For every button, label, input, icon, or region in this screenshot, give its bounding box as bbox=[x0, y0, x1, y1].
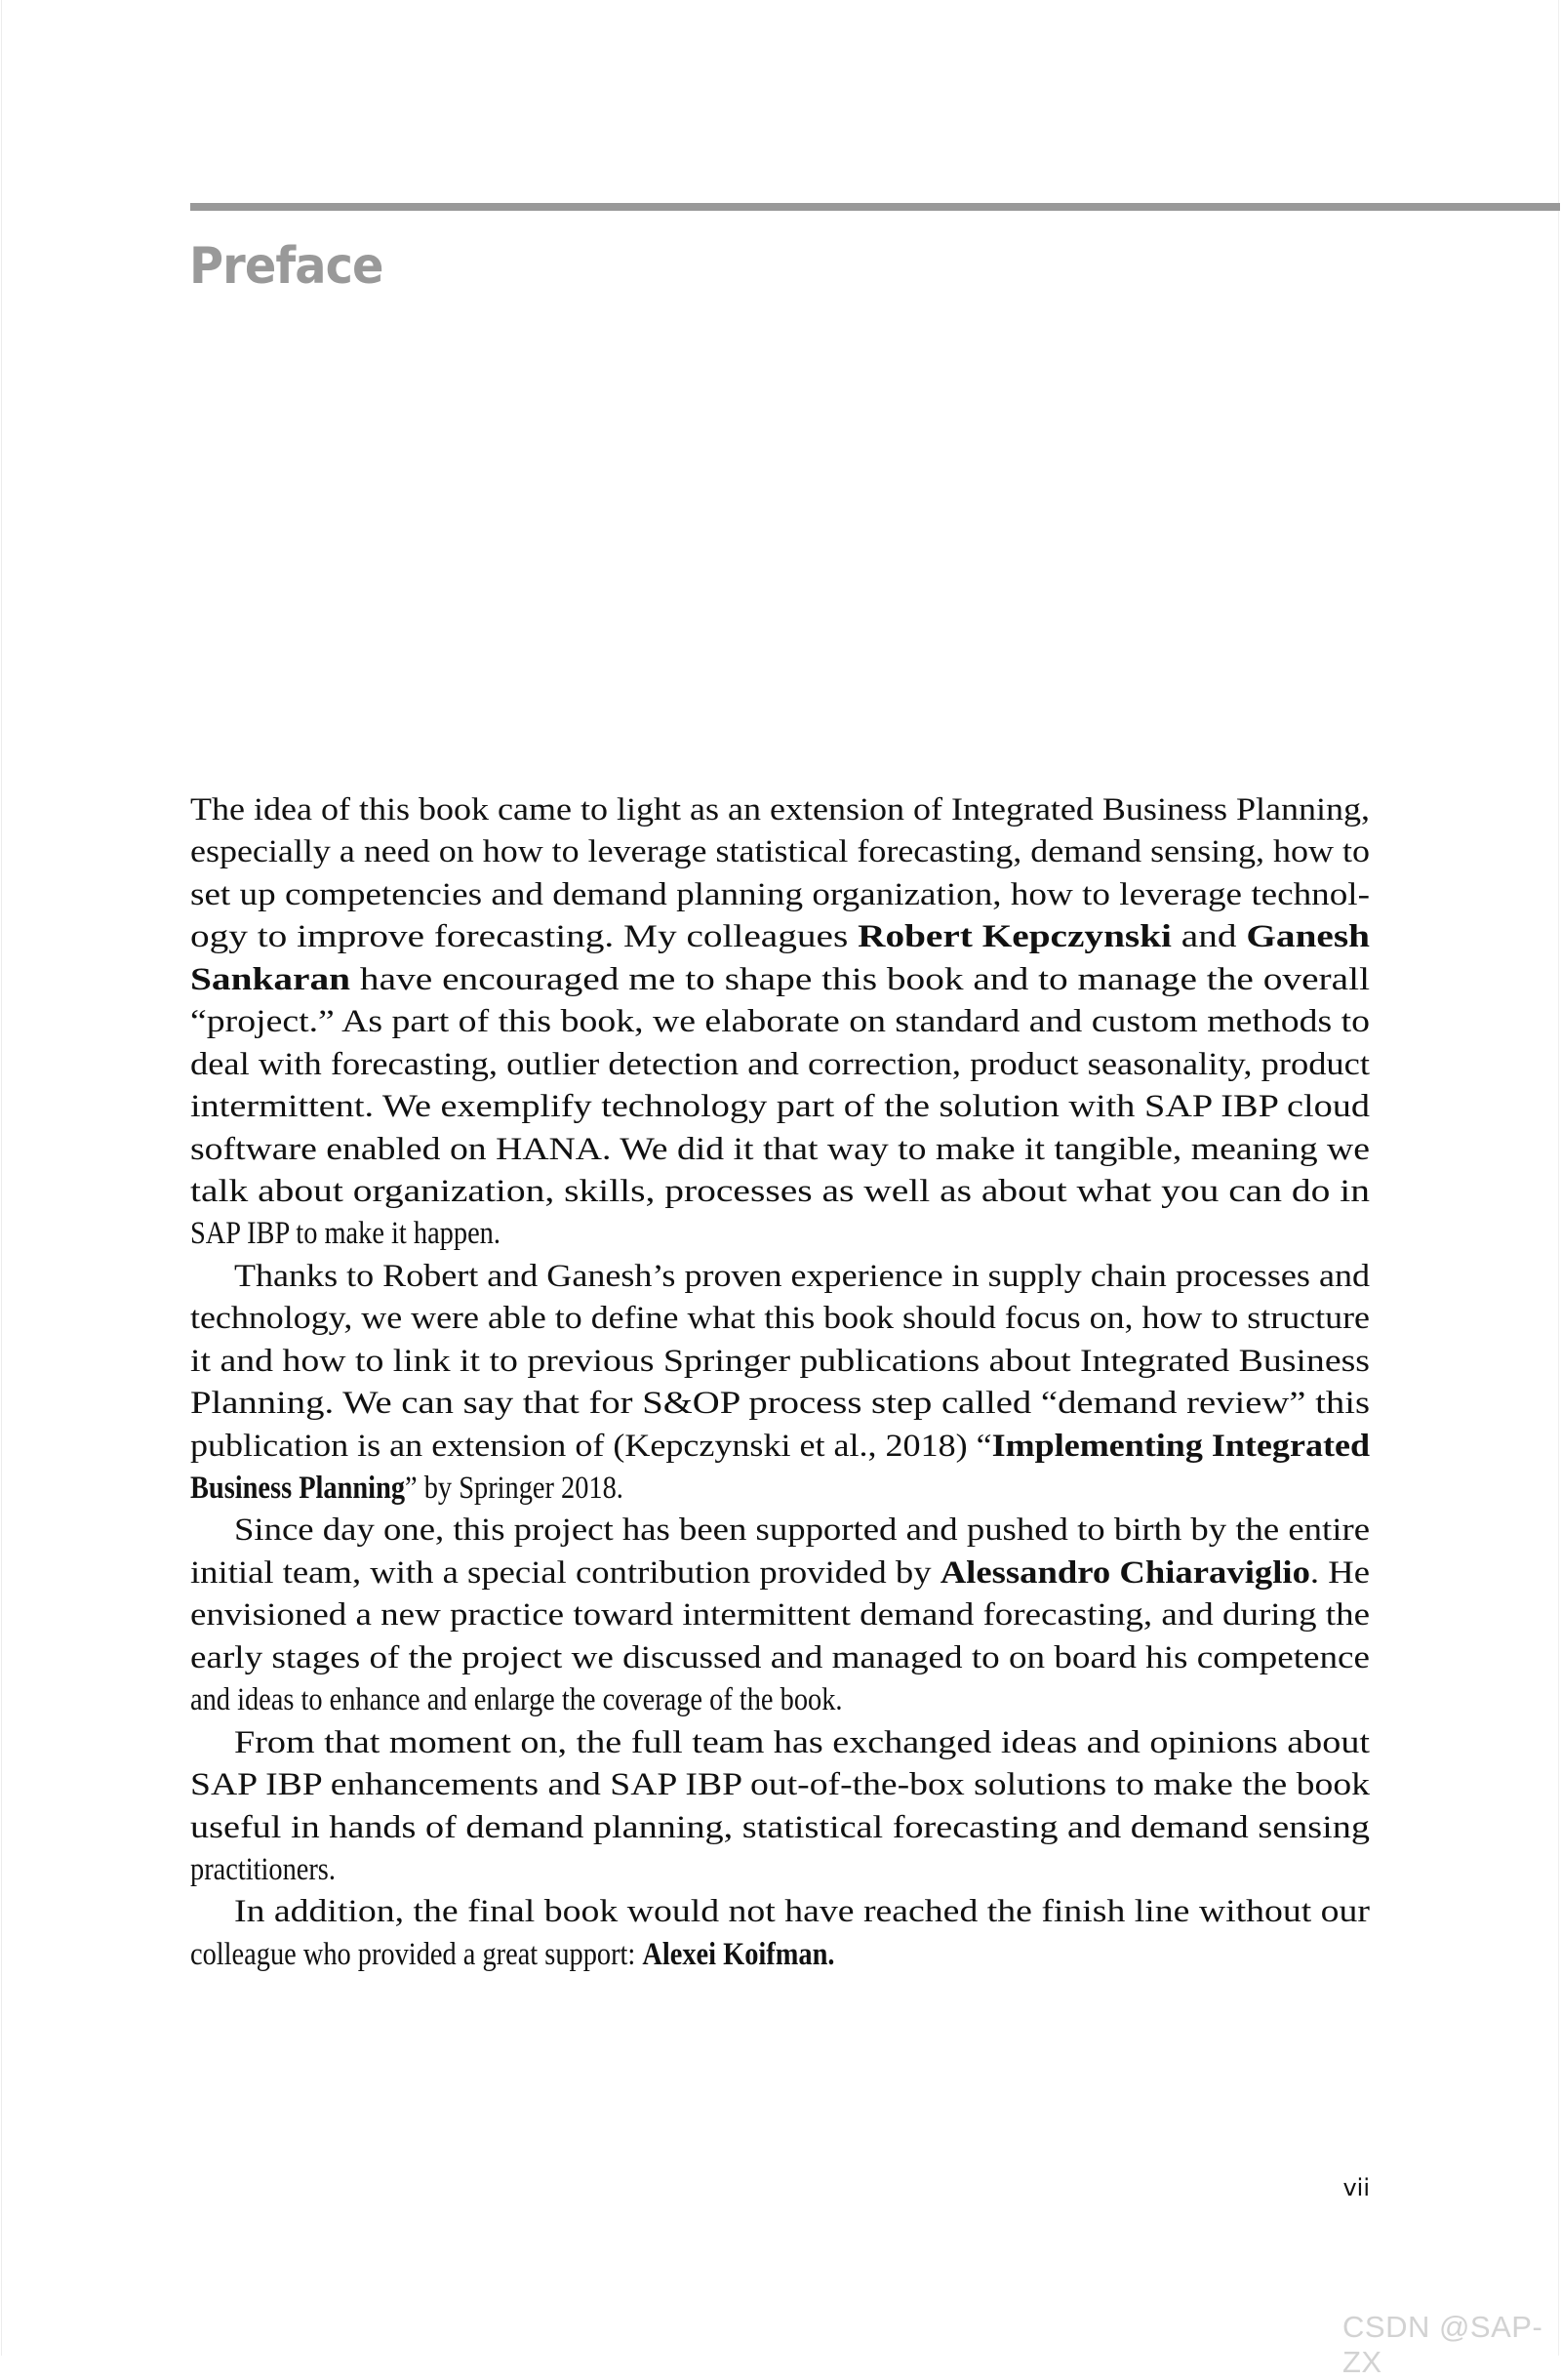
text-line bbox=[190, 1426, 1370, 1468]
page-edge bbox=[1, 0, 2, 2356]
bold-text: Alexei Koifman. bbox=[642, 1936, 835, 1972]
text-span: SAP IBP to make it happen. bbox=[190, 1216, 500, 1252]
text-span: The idea of this book came to light as an extension of Integrated Business Planning, bbox=[190, 792, 1370, 827]
text-line bbox=[190, 1298, 1370, 1340]
text-span: Thanks to Robert and Ganesh’s proven experience in supply chain processes and bbox=[234, 1258, 1370, 1294]
paragraph bbox=[190, 1891, 1370, 1976]
text-line bbox=[190, 1679, 1370, 1721]
text-line bbox=[190, 1213, 1370, 1255]
text-line bbox=[190, 1510, 1370, 1552]
text-span: set up competencies and demand planning organization, how to leverage technol- bbox=[190, 876, 1370, 912]
preface-body bbox=[190, 789, 1370, 1976]
bold-text: Ganesh bbox=[1246, 919, 1370, 955]
text-span: From that moment on, the full team has exchanged ideas and opinions about bbox=[234, 1724, 1370, 1760]
paragraph bbox=[190, 789, 1370, 1256]
text-span: especially a need on how to leverage statistical forecasting, demand sensing, how to bbox=[190, 834, 1370, 870]
text-line bbox=[190, 1594, 1370, 1636]
text-span: . He bbox=[1309, 1554, 1370, 1591]
bold-text: Alessandro Chiaraviglio bbox=[940, 1554, 1310, 1591]
bold-text: Sankaran bbox=[190, 961, 351, 997]
text-line bbox=[190, 1341, 1370, 1383]
watermark: CSDN @SAP-ZX bbox=[1342, 2310, 1543, 2379]
text-line bbox=[190, 1256, 1370, 1298]
text-span: and bbox=[1171, 919, 1247, 955]
text-line bbox=[190, 1891, 1370, 1933]
page-title: Preface bbox=[189, 237, 383, 296]
text-span: deal with forecasting, outlier detection and correction, product seasonality, product bbox=[190, 1046, 1370, 1082]
text-span: and ideas to enhance and enlarge the coverage of the book. bbox=[190, 1682, 843, 1718]
text-span: colleague who provided a great support: bbox=[190, 1936, 643, 1972]
text-line bbox=[190, 789, 1370, 831]
text-line bbox=[190, 1637, 1370, 1679]
bold-text: Implementing Integrated bbox=[991, 1428, 1370, 1464]
chapter-rule bbox=[190, 203, 1560, 211]
text-span: it and how to link it to previous Springer publications about Integrated Business bbox=[190, 1343, 1370, 1379]
text-span: technology, we were able to define what this book should focus on, how to structure bbox=[190, 1301, 1370, 1337]
text-span: ” by Springer 2018. bbox=[405, 1471, 623, 1506]
text-span: initial team, with a special contribution provided by bbox=[190, 1554, 941, 1591]
text-line bbox=[190, 1086, 1370, 1128]
text-line bbox=[190, 874, 1370, 916]
bold-text: Business Planning bbox=[190, 1471, 406, 1506]
text-line bbox=[190, 1171, 1370, 1213]
text-line bbox=[190, 1934, 1370, 1976]
text-span: In addition, the final book would not have reached the finish line without our bbox=[234, 1894, 1370, 1930]
text-line bbox=[190, 916, 1370, 958]
text-span: SAP IBP enhancements and SAP IBP out-of-the-box solutions to make the book bbox=[190, 1767, 1370, 1803]
text-line bbox=[190, 1001, 1370, 1043]
text-span: intermittent. We exemplify technology part of the solution with SAP IBP cloud bbox=[190, 1089, 1370, 1125]
text-span: practitioners. bbox=[190, 1851, 336, 1887]
bold-text: Robert Kepczynski bbox=[858, 919, 1172, 955]
text-line bbox=[190, 1553, 1370, 1594]
text-line bbox=[190, 1044, 1370, 1086]
text-span: have encouraged me to shape this book and to manage the overall bbox=[350, 961, 1371, 997]
text-line bbox=[190, 1383, 1370, 1425]
text-line bbox=[190, 831, 1370, 873]
text-span: useful in hands of demand planning, statistical forecasting and demand sensing bbox=[190, 1809, 1370, 1845]
text-line bbox=[190, 1129, 1370, 1171]
text-span: publication is an extension of (Kepczynski et al., 2018) “ bbox=[190, 1428, 992, 1464]
text-line bbox=[190, 1807, 1370, 1849]
paragraph bbox=[190, 1722, 1370, 1892]
text-span: ogy to improve forecasting. My colleagues bbox=[190, 919, 859, 955]
text-span: talk about organization, skills, processes as well as about what you can do in bbox=[190, 1173, 1370, 1209]
text-line bbox=[190, 1849, 1370, 1891]
page-edge bbox=[1558, 0, 1559, 2356]
text-line bbox=[190, 1764, 1370, 1806]
text-span: early stages of the project we discussed and managed to on board his competence bbox=[190, 1639, 1370, 1675]
text-line bbox=[190, 1722, 1370, 1764]
text-span: software enabled on HANA. We did it that way to make it tangible, meaning we bbox=[190, 1131, 1370, 1167]
text-span: “project.” As part of this book, we elaborate on standard and custom methods to bbox=[190, 1004, 1370, 1040]
text-line bbox=[190, 1468, 1370, 1510]
text-line bbox=[190, 959, 1370, 1001]
text-span: envisioned a new practice toward intermittent demand forecasting, and during the bbox=[190, 1597, 1370, 1634]
text-span: Since day one, this project has been supported and pushed to birth by the entire bbox=[234, 1513, 1370, 1549]
paragraph bbox=[190, 1510, 1370, 1721]
page-number: vii bbox=[1342, 2174, 1370, 2201]
paragraph bbox=[190, 1256, 1370, 1511]
text-span: Planning. We can say that for S&OP process step called “demand review” this bbox=[190, 1386, 1370, 1422]
